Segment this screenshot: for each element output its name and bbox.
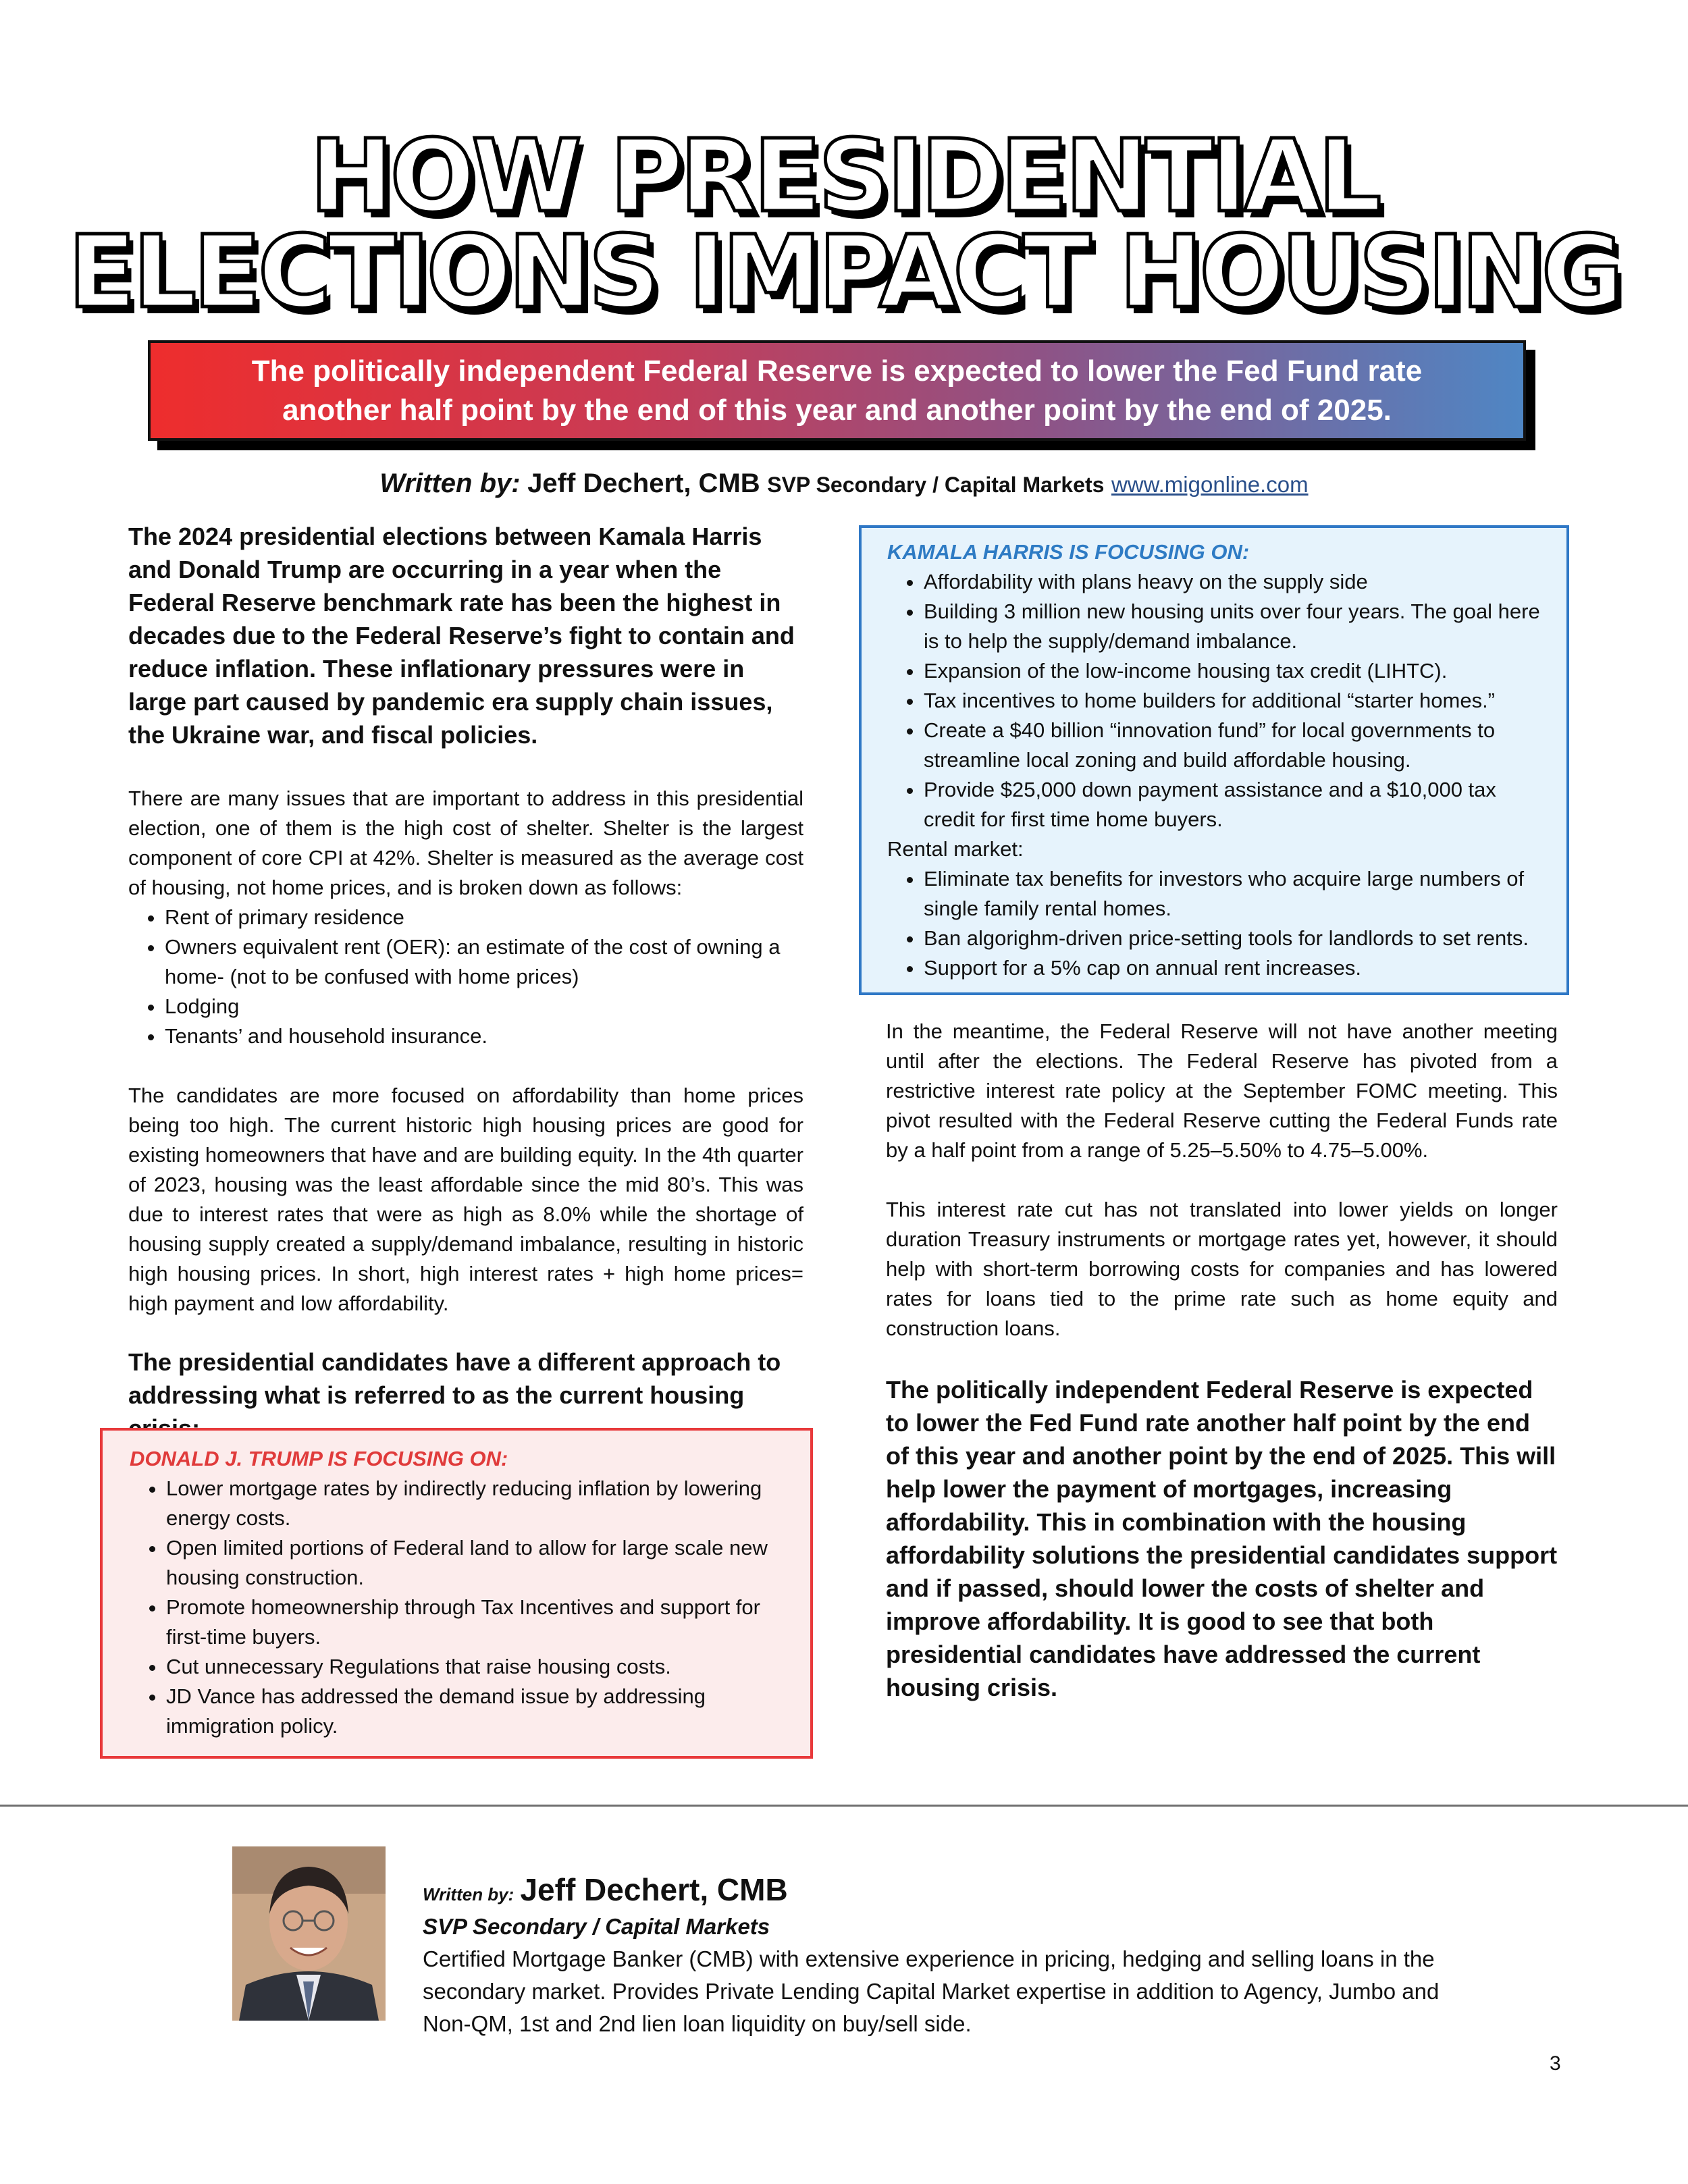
byline-role: SVP Secondary / Capital Markets [767,473,1105,497]
harris-focus-box [859,525,1569,995]
right-column [886,1017,1558,1704]
banner-line-1: The politically independent Federal Reserve is expected to lower the Fed Fund rate [251,354,1423,388]
author-bio-text: Certified Mortgage Banker (CMB) with extensive experience in pricing, hedging and selling loans in the secondary market. Provides Private Lending Capital Market expertise in addition to Agency, Jumbo and Non-QM, 1st and 2nd lien loan liquidity on buy/sell side. [423,1946,1440,2036]
list-item: • Promote homeownership through Tax Incentives and support for first-time buyers. [166,1593,787,1652]
intro-paragraph: The 2024 presidential elections between Kamala Harris and Donald Trump are occurring in a year when the Federal Reserve benchmark rate has been the highest in decades due to the Federal Reserve’s fight to contain and reduce inflation. These inflationary pressures were in large part caused by pandemic era supply chain issues, the Ukraine war, and fiscal policies. [128,523,795,749]
title-line-1: HOW PRESIDENTIAL [309,118,1379,234]
author-bio [423,1873,1489,2040]
list-item: • Rent of primary residence [165,903,803,932]
banner-line-2: another half point by the end of this year and another point by the end of 2025. [282,393,1392,427]
author-photo [232,1846,386,2021]
trump-focus-box [100,1428,813,1759]
list-item: • Lower mortgage rates by indirectly reducing inflation by lowering energy costs. [166,1474,787,1533]
list-item: • Expansion of the low-income housing tax credit (LIHTC). [924,656,1550,686]
byline-author-name: Jeff Dechert, CMB [527,469,760,498]
list-item: • Provide $25,000 down payment assistance and a $10,000 tax credit for first time home buyers. [924,775,1550,834]
byline-website-link[interactable]: www.migonline.com [1111,472,1309,497]
shelter-components-list [128,903,803,1051]
list-item: • JD Vance has addressed the demand issue by addressing immigration policy. [166,1682,787,1741]
list-item: • Affordability with plans heavy on the supply side [924,567,1550,597]
title-line-2: ELECTIONS IMPACT HOUSING [68,214,1620,330]
list-item: • Cut unnecessary Regulations that raise housing costs. [166,1652,787,1682]
shelter-paragraph: There are many issues that are important to address in this presidential election, one of them is the high cost of shelter. Shelter is the largest component of core CPI at 42%. Shelter is measured as the average cost of housing, not home prices, and is broken down as follows: [128,787,803,899]
list-item: • Building 3 million new housing units over four years. The goal here is to help the supply/demand imbalance. [924,597,1550,656]
subtitle-banner [148,340,1526,441]
harris-focus-heading: KAMALA HARRIS IS FOCUSING ON: [887,540,1250,564]
list-item: • Support for a 5% cap on annual rent increases. [924,953,1550,983]
list-item: • Open limited portions of Federal land to allow for large scale new housing construction. [166,1533,787,1593]
list-item: • Tenants’ and household insurance. [165,1021,803,1051]
list-item: • Ban algorighm-driven price-setting tools for landlords to set rents. [924,924,1550,953]
left-column [128,520,803,1445]
rental-market-label: Rental market: [887,837,1024,861]
author-role: SVP Secondary / Capital Markets [423,1914,770,1939]
author-written-by-label: Written by: [423,1884,515,1905]
trump-focus-heading: DONALD J. TRUMP IS FOCUSING ON: [130,1447,508,1470]
page-title [0,118,1688,330]
author-name: Jeff Dechert, CMB [520,1872,788,1907]
page-number: 3 [1550,2052,1561,2075]
list-item: • Lodging [165,992,803,1021]
rental-market-list [887,864,1550,983]
candidates-approach-heading: The presidential candidates have a different approach to addressing what is referred to as the current housing [128,1348,781,1409]
list-item: • Eliminate tax benefits for investors who acquire large numbers of single family rental homes. [924,864,1550,924]
list-item: • Owners equivalent rent (OER): an estimate of the cost of owning a home- (not to be confused with home prices) [165,932,803,992]
list-item: • Tax incentives to home builders for additional “starter homes.” [924,686,1550,716]
list-item: • Create a $40 billion “innovation fund” for local governments to streamline local zoning and build affordable housing. [924,716,1550,775]
fomc-paragraph: In the meantime, the Federal Reserve will not have another meeting until after the elections. The Federal Reserve has pivoted from a restrictive interest rate policy at the September FOMC meeting. This pivot resulted with the Federal Reserve cutting the Federal Funds rate by a half point from a range of 5.25–5.50% to 4.75–5.00%. [886,1019,1558,1162]
byline [0,467,1688,501]
author-portrait-image [232,1846,386,2021]
footer-divider [0,1805,1688,1807]
rate-cut-paragraph: This interest rate cut has not translated into lower yields on longer duration Treasury instruments or mortgage rates yet, however, it should help with short-term borrowing costs for companies and has lowered rates for loans tied to the prime rate such as home equity and construction loans. [886,1198,1558,1340]
byline-label: Written by: [379,469,521,498]
trump-focus-list [130,1474,787,1741]
harris-focus-list [887,567,1550,834]
conclusion-paragraph: The politically independent Federal Reserve is expected to lower the Fed Fund rate another half point by the end of this year and another point by the end of 2025. This will help lower the payment of mortgages, increasing affordability. This in combination with the housing affordability solutions the presidential candidates support and if passed, should lower the costs of shelter and improve affordability. It is good to see that both presidential candidates have addressed the current housing crisis. [886,1376,1558,1701]
affordability-paragraph: The candidates are more focused on affordability than home prices being too high. The current historic high housing prices are good for existing homeowners that have and are building equity. In the 4th quarter of 2023, housing was the least affordable since the mid 80’s. This was due to interest rates that were as high as 8.0% while the shortage of housing supply created a supply/demand imbalance, resulting in historic high housing prices. In short, high interest rates + high home prices= high payment and low affordability. [128,1084,803,1315]
